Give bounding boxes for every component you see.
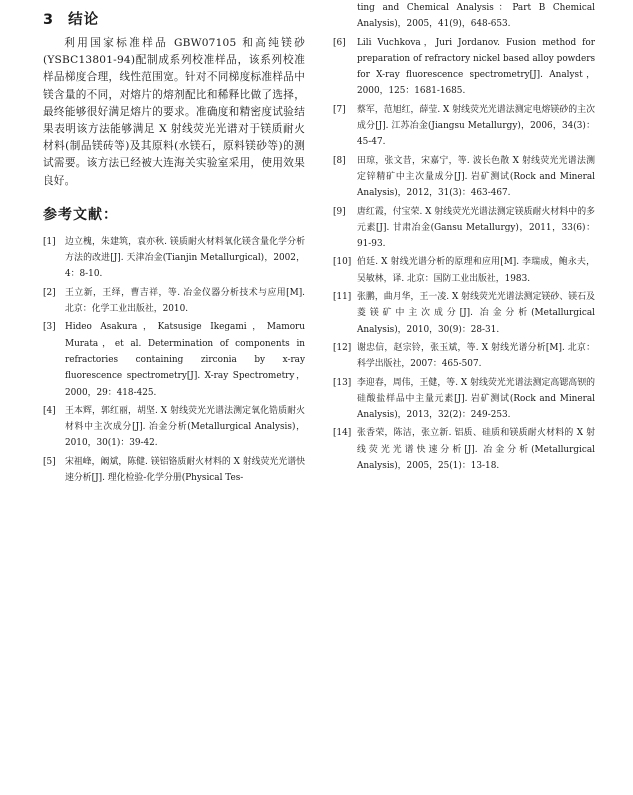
reference-number: [7] bbox=[333, 104, 346, 115]
reference-item bbox=[333, 153, 595, 202]
reference-number: [10] bbox=[333, 257, 352, 268]
reference-text: Lili Vuchkova，Juri Jordanov. Fusion method for preparation of refractory nickel based alloy powders for X-ray fluorescence spectrometry[J]. Analyst，2000，125：1681-1685. bbox=[357, 37, 595, 97]
reference-number: [3] bbox=[43, 322, 56, 333]
reference-text: 蔡军，范旭红，薛莹. X 射线荧光光谱法测定电熔镁砂的主次成分[J]. 江苏冶金(Jiangsu Metallurgy)，2006，34(3)：45-47. bbox=[357, 104, 595, 148]
reference-number: [6] bbox=[333, 37, 346, 48]
reference-text: 边立槐，朱建筑，袁亦秋. 镁质耐火材料氧化镁含量化学分析方法的改进[J]. 天津冶金(Tianjin Metallurgical)，2002，4：8-10. bbox=[65, 236, 305, 280]
references-heading: 参考文献： bbox=[43, 206, 118, 223]
reference-text: 宋祖峰，阚斌，陈健. 镁铝铬质耐火材料的 X 射线荧光光谱快速分析[J]. 理化检验-化学分册(Physical Tes- bbox=[65, 456, 305, 483]
reference-item bbox=[333, 102, 595, 151]
reference-text: 张鹏，曲月华，王一凌. X 射线荧光光谱法测定镁砂、镁石及菱镁矿中主次成分[J]. 冶金分析(Metallurgical Analysis)，2010，30(9)：28-31. bbox=[357, 292, 595, 335]
reference-item bbox=[43, 285, 305, 318]
section-heading bbox=[43, 8, 305, 29]
reference-list-right bbox=[333, 0, 595, 474]
reference-number: [2] bbox=[43, 287, 56, 298]
section-title: 结论 bbox=[68, 12, 100, 28]
reference-item bbox=[43, 319, 305, 400]
reference-number: [12] bbox=[333, 342, 352, 353]
reference-item bbox=[43, 454, 305, 487]
reference-text: 王本辉，郭红丽，胡坚. X 射线荧光光谱法测定氧化锆质耐火材料中主次成分[J]. 冶金分析(Metallurgical Analysis)，2010，30(1)：39-42. bbox=[65, 405, 305, 449]
section-number: 3 bbox=[43, 12, 55, 28]
reference-number: [13] bbox=[333, 377, 352, 388]
reference-item bbox=[333, 425, 595, 474]
reference-item bbox=[333, 204, 595, 253]
reference-item bbox=[333, 35, 595, 100]
reference-text: 田琼，张文昔，宋嘉宁，等. 波长色散 X 射线荧光光谱法测定锌精矿中主次量成分[J]. 岩矿测试(Rock and Mineral Analysis)，2012，31(3)：463-467. bbox=[357, 155, 595, 199]
reference-number: [11] bbox=[333, 292, 352, 303]
reference-item bbox=[333, 375, 595, 424]
reference-number: [4] bbox=[43, 405, 56, 416]
reference-text: 伯廷. X 射线光谱分析的原理和应用[M]. 李瑞成，鲍永夫，吴敏林，译. 北京：国防工业出版社，1983. bbox=[357, 257, 595, 284]
reference-number: [14] bbox=[333, 428, 352, 439]
right-column bbox=[333, 0, 595, 476]
reference-item bbox=[333, 254, 595, 287]
reference-text: Hideo Asakura，Katsusige Ikegami，Mamoru Murata，et al. Determination of components in refractories containing zirconia by x-ray fluorescence spectrometry[J]. X-ray Spectrometry，2000，29：418-425. bbox=[65, 322, 305, 398]
reference-number: [1] bbox=[43, 236, 56, 247]
reference-item bbox=[43, 234, 305, 283]
reference-list-left bbox=[43, 234, 305, 486]
reference-item bbox=[333, 289, 595, 338]
reference-text: 张香荣，陈洁，张立新. 铝质、硅质和镁质耐火材料的 X 射线荧光光谱快速分析[J]. 冶金分析(Metallurgical Analysis)，2005，25(1)：13-18. bbox=[357, 428, 595, 472]
reference-text: ting and Chemical Analysis：Part B Chemical Analysis)，2005，41(9)，648-653. bbox=[357, 3, 595, 30]
reference-text: 李迎春，周伟，王健，等. X 射线荧光光谱法测定高锶高钡的硅酸盐样品中主量元素[J]. 岩矿测试(Rock and Mineral Analysis)，2013，32(2)：249-253. bbox=[357, 377, 595, 421]
reference-text: 王立新，王绎，曹吉祥，等. 冶金仪器分析技术与应用[M]. 北京：化学工业出版社，2010. bbox=[65, 287, 305, 315]
reference-continuation bbox=[333, 0, 595, 33]
reference-item bbox=[333, 340, 595, 373]
reference-number: [9] bbox=[333, 206, 346, 217]
left-column bbox=[43, 0, 305, 488]
reference-item bbox=[43, 403, 305, 452]
reference-number: [5] bbox=[43, 456, 56, 467]
reference-number: [8] bbox=[333, 155, 346, 166]
reference-text: 谢忠信，赵宗铃，张玉斌，等. X 射线光谱分析[M]. 北京：科学出版社，2007：465-507. bbox=[357, 342, 595, 370]
reference-text: 唐红霞，付宝荣. X 射线荧光光谱法测定镁质耐火材料中的多元素[J]. 甘肃冶金(Gansu Metallurgy)，2011，33(6)：91-93. bbox=[357, 206, 595, 250]
conclusion-paragraph: 利用国家标准样品 GBW07105 和高纯镁砂(YSBC13801-94)配制成系列校准样品，该系列校准样品梯度合理，线性范围宽。针对不同梯度标准样品中镁含量的不同，对熔片的熔剂配比和稀释比做了选择，最终能够很好满足熔片的要求。准确度和精密度试验结果表明该方法能够满足 X 射线荧光光谱对于镁质耐火材料(制品镁砖等)及其原料(水镁石，原料镁砂等)的测试需要。该方法已经被大连海关实验室采用，使用效果良好。 bbox=[43, 37, 305, 187]
